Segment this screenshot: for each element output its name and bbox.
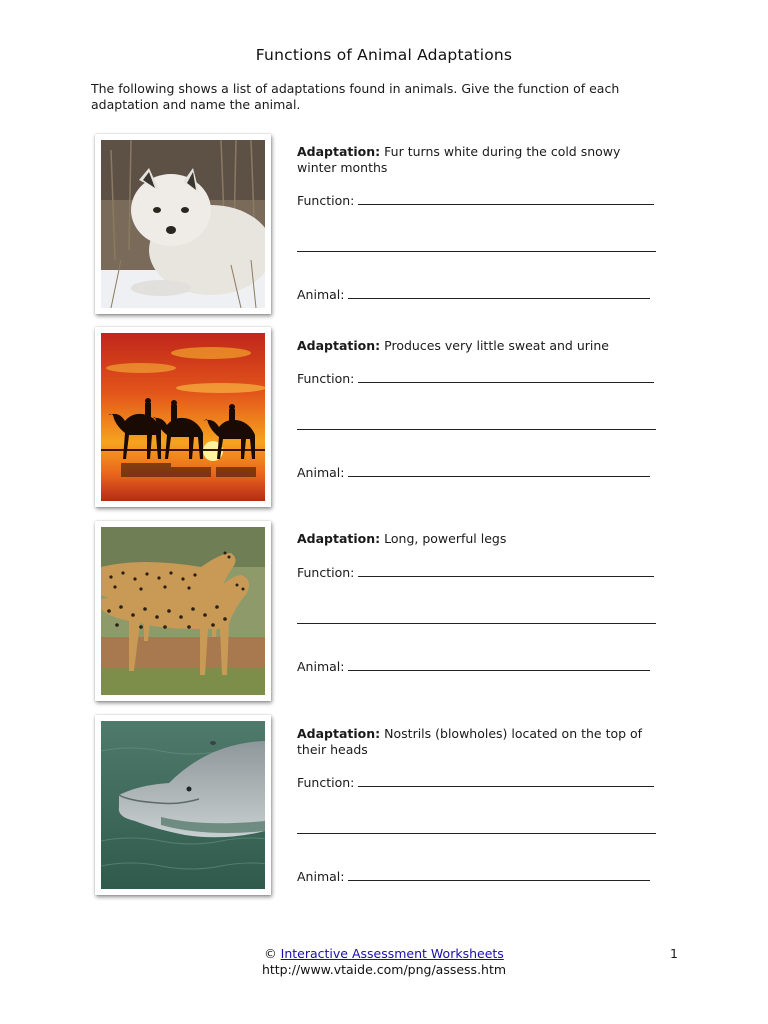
photo-frame-cheetahs [95,521,271,701]
function-row [297,773,654,789]
function-label: Function: [297,775,355,790]
adaptation-2 [297,338,647,354]
function-label: Function: [297,565,355,580]
adaptation-label: Adaptation: [297,531,381,546]
adaptation-label: Adaptation: [297,144,381,159]
function-blank[interactable] [358,563,654,577]
animal-blank[interactable] [348,657,650,671]
animal-label: Animal: [297,465,345,480]
page-title: Functions of Animal Adaptations [255,46,513,64]
photo-frame-camels [95,327,271,507]
function-blank-2[interactable] [297,416,656,430]
animal-label: Animal: [297,869,345,884]
copyright-line [0,946,768,962]
function-blank-2[interactable] [297,820,656,834]
adaptation-text: Fur turns white during the cold snowy winter months [297,144,621,175]
function-label: Function: [297,371,355,386]
adaptation-4 [297,726,647,758]
page-number: 1 [670,946,678,961]
function-row [297,563,654,579]
adaptation-text: Nostrils (blowholes) located on the top of their heads [297,726,643,757]
function-blank-2[interactable] [297,610,656,624]
function-label: Function: [297,193,355,208]
photo-frame-dolphin [95,715,271,895]
animal-row [297,285,650,301]
function-blank[interactable] [358,369,654,383]
arctic-fox-photo [101,140,265,308]
function-row [297,369,654,385]
function-blank[interactable] [358,773,654,787]
function-continuation-row [297,416,656,432]
animal-label: Animal: [297,659,345,674]
instructions: The following shows a list of adaptations found in animals. Give the function of each adaptation and name the animal. [91,81,620,112]
footer-link[interactable]: Interactive Assessment Worksheets [280,946,504,961]
function-continuation-row [297,820,656,836]
footer-url: http://www.vtaide.com/png/assess.htm [261,962,507,977]
animal-blank[interactable] [348,285,650,299]
page-footer [0,946,768,978]
cheetahs-photo [101,527,265,695]
animal-row [297,867,650,883]
adaptation-label: Adaptation: [297,338,381,353]
animal-blank[interactable] [348,463,650,477]
adaptation-label: Adaptation: [297,726,381,741]
adaptation-text: Long, powerful legs [384,531,507,546]
function-continuation-row [297,238,656,254]
function-blank-2[interactable] [297,238,656,252]
adaptation-1 [297,144,647,176]
animal-blank[interactable] [348,867,650,881]
animal-row [297,463,650,479]
animal-label: Animal: [297,287,345,302]
function-blank[interactable] [358,191,654,205]
adaptation-3 [297,531,647,547]
function-continuation-row [297,610,656,626]
animal-row [297,657,650,673]
camels-sunset-photo [101,333,265,501]
dolphin-photo [101,721,265,889]
copyright-symbol: © [264,946,277,961]
adaptation-text: Produces very little sweat and urine [384,338,609,353]
photo-frame-arctic-fox [95,134,271,314]
function-row [297,191,654,207]
